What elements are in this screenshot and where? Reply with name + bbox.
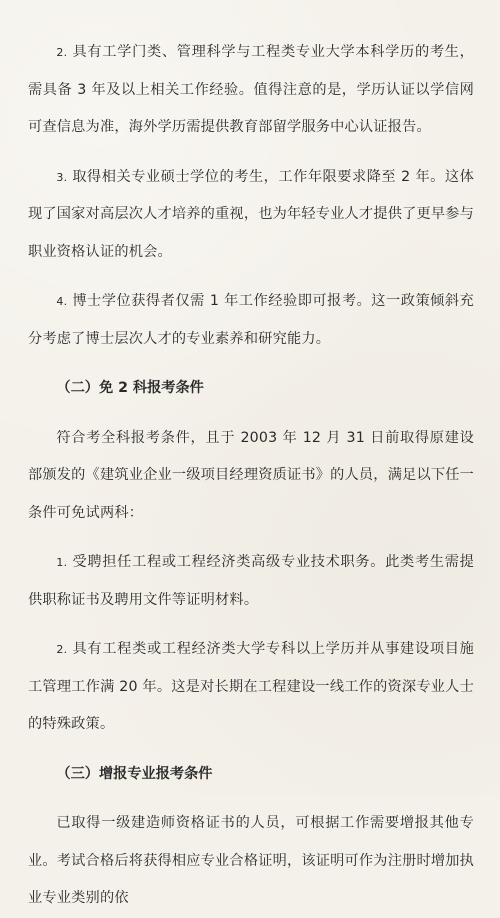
item-text: 具有工程类或工程经济类大学专科以上学历并从事建设项目施工管理工作满 20 年。这是对长期在工程建设一线工作的资深专业人士的特殊政策。: [28, 641, 474, 732]
item-paragraph: [28, 631, 474, 744]
item-paragraph: [28, 283, 474, 358]
item-number: 1.: [56, 556, 68, 569]
item-number: 2.: [56, 643, 68, 656]
item-number: 4.: [56, 295, 68, 308]
section-heading: （三）增报专业报考条件: [56, 765, 213, 782]
section-heading: （二）免 2 科报考条件: [56, 380, 204, 396]
section-intro: 已取得一级建造师资格证书的人员，可根据工作需要增报其他专业。考试合格后将获得相应专业合格证明，该证明可作为注册时增加执业专业类别的依: [28, 815, 475, 906]
item-text: 博士学位获得者仅需 1 年工作经验即可报考。这一政策倾斜充分考虑了博士层次人才的专业素养和研究能力。: [28, 293, 474, 347]
item-paragraph: [28, 34, 474, 147]
item-text: 受聘担任工程或工程经济类高级专业技术职务。此类考生需提供职称证书及聘用文件等证明材料。: [28, 554, 474, 608]
item-number: 3.: [56, 170, 68, 184]
item-text: 具有工学门类、管理科学与工程类专业大学本科学历的考生，需具备 3 年及以上相关工作经验。值得注意的是，学历认证以学信网可查信息为准，海外学历需提供教育部留学服务中心认证报告。: [28, 44, 474, 135]
item-paragraph: [28, 544, 474, 619]
item-paragraph: [28, 159, 474, 272]
section-intro: 符合考全科报考条件，且于 2003 年 12 月 31 日前取得原建设部颁发的《建筑业企业一级项目经理资质证书》的人员，满足以下任一条件可免试两科：: [28, 429, 475, 521]
item-number: 2.: [56, 46, 68, 59]
item-text: 取得相关专业硕士学位的考生，工作年限要求降至 2 年。这体现了国家对高层次人才培养的重视，也为年轻专业人才提供了更早参与职业资格认证的机会。: [28, 168, 475, 260]
